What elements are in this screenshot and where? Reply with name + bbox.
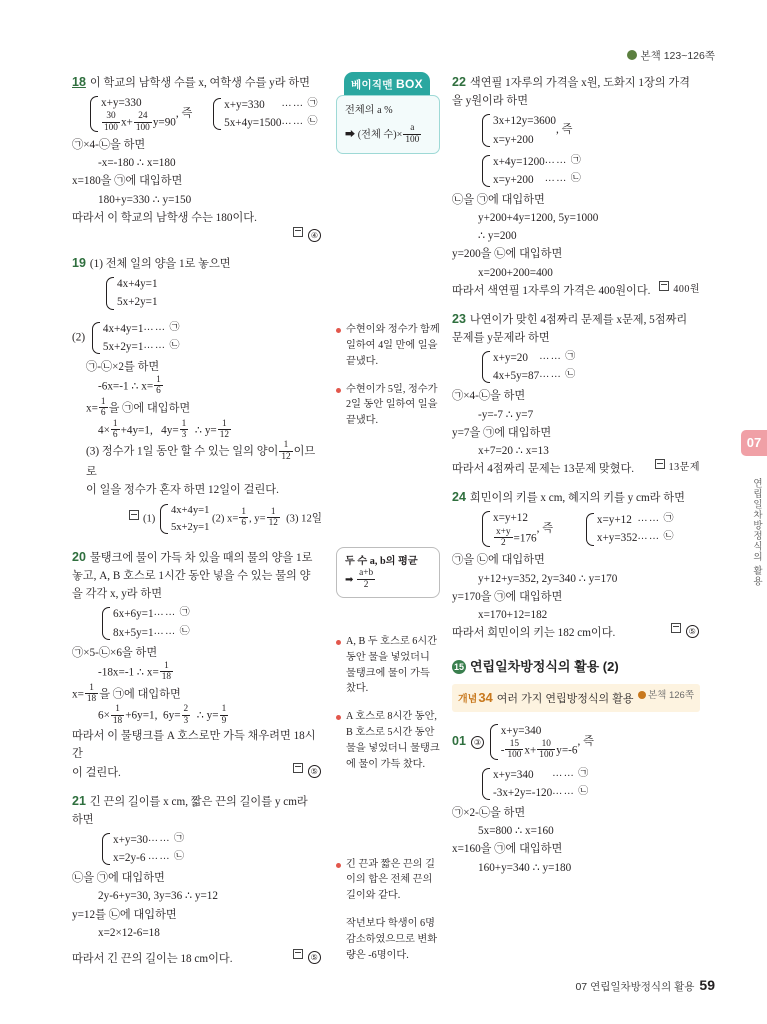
answer: 400원 [659, 282, 700, 298]
fraction: $\frac{1}{18}$ [112, 704, 123, 726]
equation-system: 4x+4y=1 …… ㉠ 5x+2y=1 …… ㉡ [92, 320, 180, 356]
problem-number: 20 [72, 549, 86, 564]
eq-tag: …… ㉡ [552, 786, 589, 798]
side-note: 수현이가 5일, 정수가 2일 동안 일하여 일을 끝냈다. [336, 382, 440, 429]
eq-tag: …… ㉠ [281, 98, 318, 110]
fraction: $\frac{1}{9}$ [221, 704, 227, 726]
answer-icon [293, 227, 303, 237]
equation-system: x+y=340 …… ㉠ -3x+2y=-120 …… ㉡ [482, 766, 589, 802]
chapter-tab: 07 [741, 430, 767, 456]
equation-system: x+y=340 - $\frac{15}{100}$ x+ $\frac{10}{100}$ y=-6 [490, 722, 578, 762]
middle-notes-column [336, 72, 440, 975]
bullet-icon [638, 691, 646, 699]
eq-tag: …… ㉠ [153, 607, 191, 619]
problem-19: 19 (1) 전체 일의 양을 1로 놓으면 4x+4y=1 5x+2y=1 (2) 4x+4y=1 …… ㉠ 5x+2y=1 …… ㉡ ㉠-㉡×2를 하면 -6x=-1 ∴ x= $\frac{1}{6}$ x= $\frac{1}{6}$ 을 ㉠에 대입하면 4× $\frac{1}{6}$ +4y=1, 4y= $\frac{1}{3}$ ∴ y= $\frac{1}{12}$ (3) 정수가 1일 동안 할 수 있는 일의 양이 $\frac{1}{12}$ 이므로 이 일을 정수가 혼자 하면 12일이 걸린다. (1) 4x+4y=1 5x+2y=1 (2) x= $\frac{1}{6}$ , y= $\frac{1}{12}$ (3) 12일 [72, 253, 322, 538]
eq-tag: …… ㉡ [544, 172, 582, 184]
eq-tag: …… ㉠ [539, 351, 576, 363]
concept-page-ref: 본책 126쪽 [638, 688, 694, 703]
eq-tag: …… ㉡ [148, 851, 185, 863]
average-tip-box: 두 수 a, b의 평균 ➡ $\frac{a+b}{2}$ [336, 547, 440, 598]
answer-icon [129, 510, 139, 520]
equation-system: x=y+12 $\frac{x+y}{2}$ =176 [482, 509, 537, 549]
basic-box: 베이직맨 BOX 전체의 a % ➡ (전체 수)× $\frac{a}{100}$ [336, 72, 440, 154]
fraction: $\frac{x+y}{2}$ [496, 526, 511, 548]
eq-tag: …… ㉠ [544, 154, 582, 166]
equation-system: x+y=330 $\frac{30}{100}$ x+ $\frac{24}{100}$ y=90 [90, 94, 176, 134]
problem-20: 20 물탱크에 물이 가득 차 있을 때의 물의 양을 1로 놓고, A, B 호스로 1시간 동안 넣을 수 있는 물의 양 을 각각 x, y라 하면 6x+6y=1 …… ㉠ 8x+5y=1 …… ㉡ ㉠×5-㉡×6을 하면 -18x=-1 ∴ x= $\frac{1}{18}$ x= $\frac{1}{18}$ 을 ㉠에 대입하면 6× $\frac{1}{18}$ +6y=1, 6y= $\frac{2}{3}$ ∴ y= $\frac{1}{9}$ 따라서 이 물탱크를 A 호스로만 가득 채우려면 18시간 이 걸린다. ⑤ [72, 547, 322, 782]
side-note: 긴 끈과 짧은 끈의 길이의 합은 전체 끈의 길이와 같다. [336, 857, 440, 904]
equation-system: x+y=330 …… ㉠ 5x+4y=1500 …… ㉡ [213, 96, 318, 132]
problem-number: 23 [452, 311, 466, 326]
eq-tag: …… ㉠ [148, 833, 185, 845]
chapter-tab-label: 연립일차방정식의 활용 [751, 478, 762, 587]
fraction: $\frac{1}{6}$ [100, 396, 106, 419]
eq-tag: …… ㉡ [637, 531, 674, 543]
answer-icon [671, 623, 681, 633]
answer: ④ [72, 227, 322, 244]
problem-number: 21 [72, 793, 86, 808]
concept-bar: 개념34 여러 가지 연립방정식의 활용 본책 126쪽 [452, 684, 700, 712]
problem-number: 01 [452, 733, 466, 748]
basic-box-header: 베이직맨 BOX [344, 72, 430, 96]
answer: ⑤ [293, 764, 322, 780]
equation-system: x+4y=1200 …… ㉠ x=y+200 …… ㉡ [482, 153, 581, 189]
fraction: $\frac{1}{6}$ [156, 375, 161, 397]
answer-icon [293, 949, 303, 959]
fraction: $\frac{a+b}{2}$ [359, 568, 374, 590]
answer-icon [293, 763, 303, 773]
equation-system: x+y=30 …… ㉠ x=2y-6 …… ㉡ [102, 831, 185, 867]
fraction: $\frac{1}{18}$ [161, 660, 172, 683]
bullet-icon [627, 50, 637, 60]
problem-23: 23 나연이가 맞힌 4점짜리 문제를 x문제, 5점짜리 문제를 y문제라 하면 x+y=20 …… ㉠ 4x+5y=87 …… ㉡ ㉠×4-㉡을 하면 -y=-7 ∴ y=7 y=7을 ㉠에 대입하면 x+7=20 ∴ x=13 따라서 4점짜리 문제는 13문제 맞혔다. 13문제 [452, 311, 700, 476]
eq-tag: …… ㉡ [281, 116, 318, 128]
fraction: $\frac{1}{18}$ [86, 682, 97, 705]
equation-system: 3x+12y=3600 x=y+200 [482, 112, 556, 148]
equation-system: 4x+4y=1 5x+2y=1 [106, 275, 158, 311]
eq-tag: …… ㉠ [143, 321, 180, 333]
answer-icon [655, 459, 665, 469]
section-heading: 15 연립일차방정식의 활용 (2) [453, 659, 619, 675]
eq-tag: …… ㉠ [637, 513, 674, 525]
eq-tag: …… ㉡ [143, 339, 180, 351]
page-reference: 본책 123~126쪽 [627, 48, 715, 63]
problem-number: 19 [72, 256, 86, 271]
answer: ⑤ [671, 624, 700, 640]
equation-system: 4x+4y=1 5x+2y=1 [160, 502, 209, 536]
problem-number: 24 [452, 490, 466, 505]
problem-22: 22 색연필 1자루의 가격을 x원, 도화지 1장의 가격 을 y원이라 하면 3x+12y=3600 x=y+200 , 즉 x+4y=1200 …… ㉠ x=y+200 …… ㉡ ㉡을 ㉠에 대입하면 y+200+4y=1200, 5y=1000 ∴ y=200 y=200을 ㉡에 대입하면 x=200+200=400 따라서 색연필 1자루의 가격은 400원이다. 400원 [452, 75, 700, 297]
answer: 13문제 [655, 460, 700, 476]
equation-system: x=y+12 …… ㉠ x+y=352 …… ㉡ [586, 511, 674, 547]
side-note: 수현이와 정수가 함께 일하여 4일 만에 일을 끝냈다. [336, 322, 440, 369]
left-column [72, 72, 322, 977]
answer: ⑤ [293, 950, 322, 966]
problem-24: 24 희민이의 키를 x cm, 혜지의 키를 y cm라 하면 x=y+12 $\frac{x+y}{2}$ =176 , 즉 x=y+12 …… ㉠ x+y=352 …… ㉡ ㉠을 ㉡에 대입하면 y+12+y=352, 2y=340 ∴ y=170 y=170을 ㉠에 대입하면 x=170+12=182 따라서 희민이의 키는 182 cm이다. ⑤ [452, 487, 700, 642]
page-footer: 07 연립일차방정식의 활용 59 [575, 977, 715, 993]
equation-system: x+y=20 …… ㉠ 4x+5y=87 …… ㉡ [482, 349, 576, 385]
fraction: $\frac{15}{100}$ [507, 739, 522, 761]
fraction: $\frac{1}{3}$ [181, 418, 187, 441]
side-note: A 호스로 8시간 동안, B 호스로 5시간 동안 물을 넣었더니 물탱크에 물이 가득 찼다. [336, 709, 440, 772]
problem-number: 22 [452, 75, 466, 89]
answer: (1) 4x+4y=1 5x+2y=1 (2) x= $\frac{1}{6}$ , y= $\frac{1}{12}$ (3) 12일 [72, 500, 322, 538]
fraction: $\frac{1}{12}$ [219, 418, 230, 441]
fraction: $\frac{1}{12}$ [281, 440, 291, 462]
eq-tag: …… ㉠ [552, 767, 589, 779]
equation-system: 6x+6y=1 …… ㉠ 8x+5y=1 …… ㉡ [102, 605, 190, 641]
side-note: A, B 두 호스로 6시간 동안 물을 넣었더니 물탱크에 물이 가득 찼다. [336, 634, 440, 697]
side-note: 작년보다 학생이 6명 감소하였으므로 변화량은 -6명이다. [346, 917, 438, 961]
fraction: $\frac{1}{6}$ [241, 506, 246, 529]
fraction: $\frac{1}{6}$ [112, 418, 118, 441]
fraction: $\frac{1}{12}$ [268, 506, 278, 529]
eq-tag: …… ㉡ [539, 369, 576, 381]
right-column [452, 72, 700, 886]
fraction: $\frac{24}{100}$ [135, 111, 150, 133]
fraction: $\frac{a}{100}$ [405, 123, 420, 145]
answer-icon [659, 281, 669, 291]
fraction: $\frac{10}{100}$ [539, 739, 554, 761]
problem-number: 18 [72, 75, 86, 89]
fraction: $\frac{30}{100}$ [104, 111, 118, 133]
problem-01: 01 ③ x+y=340 - $\frac{15}{100}$ x+ $\frac{10}{100}$ y=-6 , 즉 x+y=340 …… ㉠ -3x+2y=-120 …… ㉡ ㉠×2-㉡을 하면 5x=800 ∴ x=160 x=160을 ㉠에 대입하면 160+y=340 ∴ y=180 [452, 720, 700, 877]
eq-tag: …… ㉡ [153, 625, 191, 637]
section-badge: 15 [453, 662, 464, 673]
problem-18: 18 이 학교의 남학생 수를 x, 여학생 수를 y라 하면 x+y=330 $\frac{30}{100}$ x+ $\frac{24}{100}$ y=90 , 즉 x+y=330 …… ㉠ 5x+4y=1500 …… ㉡ ㉠×4-㉡을 하면 -x=-180 ∴ x=180 x=180을 ㉠에 대입하면 180+y=330 ∴ y=150 따라서 이 학교의 남학생 수는 180이다. ④ [72, 72, 322, 244]
fraction: $\frac{2}{3}$ [183, 704, 189, 726]
problem-21: 21 긴 끈의 길이를 x cm, 짧은 끈의 길이를 y cm라 하면 x+y=30 …… ㉠ x=2y-6 …… ㉡ ㉡을 ㉠에 대입하면 2y-6+y=30, 3y=36 ∴ y=12 y=12를 ㉡에 대입하면 x=2×12-6=18 따라서 긴 끈의 길이는 18 cm이다. ⑤ [72, 791, 322, 968]
